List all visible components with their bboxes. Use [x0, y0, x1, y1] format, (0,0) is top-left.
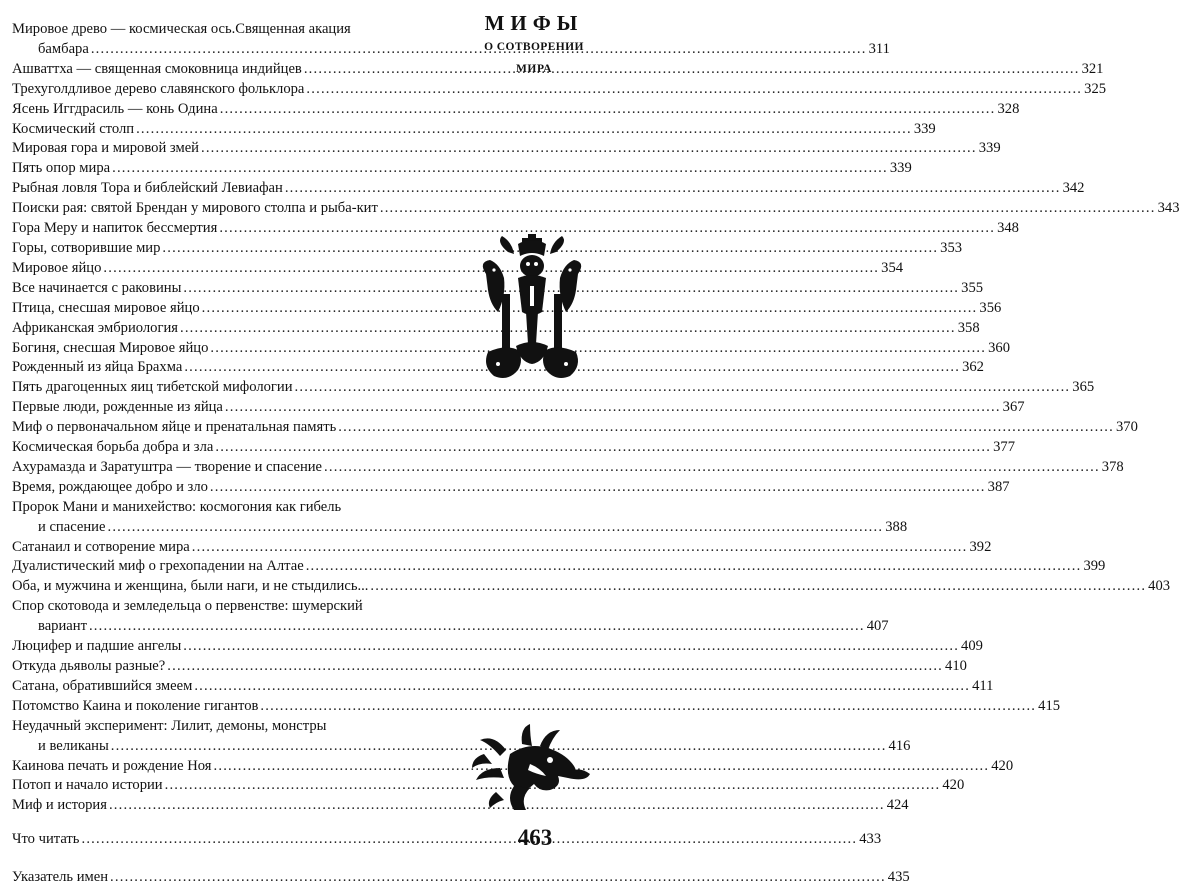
toc-page-number: 354	[881, 259, 904, 276]
toc-row	[12, 339, 1011, 359]
toc-entry	[12, 498, 908, 538]
toc-page-number: 388	[885, 518, 908, 535]
toc-entry-title: Люцифер и падшие ангелы	[12, 638, 182, 655]
toc-row	[12, 139, 1001, 159]
toc-entry-title: бамбара	[38, 40, 89, 57]
toc-leader-dots	[183, 637, 959, 657]
toc-leader-dots	[167, 657, 943, 677]
toc-page-number: 339	[913, 120, 936, 137]
toc-leader-dots	[192, 538, 968, 558]
toc-entry-title: Поиски рая: святой Брендан у мирового столпа и рыба-кит	[12, 200, 378, 217]
toc-entry	[12, 239, 963, 259]
toc-entry	[12, 418, 1138, 438]
page-number: 463	[517, 825, 553, 850]
toc-page-number: 420	[942, 777, 965, 794]
toc-page-number: 353	[940, 239, 963, 256]
toc-row	[12, 219, 1019, 239]
toc-leader-dots	[285, 179, 1061, 199]
toc-row	[12, 239, 963, 259]
toc-row	[12, 637, 983, 657]
toc-page-number: 403	[1148, 578, 1171, 595]
toc-entry	[12, 139, 1001, 159]
toc-page-number: 356	[979, 299, 1002, 316]
toc-leader-dots	[81, 830, 857, 850]
toc-entry-title: Время, рождающее добро и зло	[12, 478, 208, 495]
toc-entry-title: Птица, снесшая мировое яйцо	[12, 299, 200, 316]
toc-page-number: 415	[1038, 697, 1061, 714]
toc-entry-title: Космический столп	[12, 120, 135, 137]
toc-entry-title: Пророк Мани и манихейство: космогония как гибель	[12, 498, 342, 515]
toc-row	[12, 577, 1171, 597]
toc-entry	[12, 179, 1085, 199]
toc-leader-dots	[338, 418, 1114, 438]
toc-page-number: 339	[978, 140, 1001, 157]
toc-entry	[12, 478, 1010, 498]
toc-page-number: 399	[1083, 558, 1106, 575]
toc-page-number: 416	[888, 737, 911, 754]
toc-row	[12, 677, 994, 697]
toc-leader-dots	[202, 299, 978, 319]
toc-row	[12, 398, 1025, 418]
toc-page-number: 328	[997, 100, 1020, 117]
toc-row	[12, 697, 1061, 717]
header-subtitle: О СОТВОРЕНИИ	[484, 41, 584, 53]
toc-page-number: 378	[1101, 458, 1124, 475]
toc-row	[12, 776, 965, 796]
toc-entry-title: Мировая гора и мировой змей	[12, 140, 199, 157]
toc-row	[12, 458, 1124, 478]
toc-row	[12, 319, 980, 339]
toc-row	[12, 557, 1106, 577]
toc-row	[12, 617, 889, 637]
toc-row	[12, 299, 1002, 319]
toc-entry-title: Мировое яйцо	[12, 259, 102, 276]
toc-entry-title: Африканская эмбриология	[12, 319, 178, 336]
toc-row	[12, 737, 911, 757]
toc-entry-title: Что читать	[12, 831, 80, 848]
toc-entry	[12, 458, 1124, 478]
toc-leader-dots	[225, 398, 1001, 418]
toc-entry-title: Ясень Иггдрасиль — конь Одина	[12, 100, 218, 117]
toc-entry-title: Пять драгоценных яиц тибетской мифологии	[12, 379, 293, 396]
toc-page-number: 339	[889, 160, 912, 177]
toc-spacer	[12, 850, 455, 868]
toc-leader-dots	[220, 100, 996, 120]
toc-entry	[12, 279, 984, 299]
toc-page-number: 370	[1115, 419, 1138, 436]
toc-entry	[12, 438, 1015, 458]
toc-row	[12, 100, 1020, 120]
toc-page-number: 433	[859, 831, 882, 848]
toc-entry-title: Ахурамазда и Заратуштра — творение и спасение	[12, 458, 323, 475]
toc-entry-title: Рожденный из яйца Брахма	[12, 359, 183, 376]
toc-row	[12, 438, 1015, 458]
toc-row	[12, 199, 1179, 219]
toc-entry-title: Миф и история	[12, 797, 107, 814]
header-subtitle-2: МИРА	[515, 63, 553, 75]
toc-row	[12, 518, 908, 538]
toc-leader-dots	[210, 339, 986, 359]
toc-entry-title: и великаны	[38, 737, 109, 754]
toc-entry	[12, 538, 992, 558]
toc-entry	[12, 776, 965, 796]
toc-leader-dots	[295, 378, 1071, 398]
toc-page-number: 411	[972, 677, 994, 694]
toc-row	[12, 259, 904, 279]
toc-page-number: 321	[1081, 60, 1104, 77]
toc-row	[12, 378, 1095, 398]
toc-entry-title: Каинова печать и рождение Ноя	[12, 757, 212, 774]
toc-page-number: 358	[957, 319, 980, 336]
toc-leader-dots	[110, 868, 886, 888]
toc-entry	[12, 120, 936, 140]
toc-page-number: 325	[1084, 80, 1107, 97]
toc-entry	[12, 677, 994, 697]
toc-entry	[12, 100, 1020, 120]
toc-page-number: 355	[961, 279, 984, 296]
toc-entry	[12, 697, 1061, 717]
toc-page-number: 362	[962, 359, 984, 376]
toc-row	[12, 179, 1085, 199]
toc-leader-dots	[380, 199, 1156, 219]
toc-page-number: 407	[866, 618, 889, 635]
toc-entry-title: Первые люди, рожденные из яйца	[12, 399, 223, 416]
toc-leader-dots	[324, 458, 1100, 478]
toc-entry-title: Сатанаил и сотворение мира	[12, 538, 190, 555]
toc-entry	[12, 717, 911, 757]
toc-entry-title: Откуда дьяволы разные?	[12, 658, 166, 674]
toc-entry	[12, 319, 980, 339]
header-title: МИФЫ	[484, 11, 584, 35]
toc-entry	[12, 358, 984, 378]
ornamental-dragon-icon	[470, 724, 592, 810]
running-header	[474, 10, 594, 79]
toc-entry-title: Миф о первоначальном яйце и пренатальная память	[12, 419, 337, 436]
toc-entry-title: и спасение	[38, 518, 106, 535]
toc-spacer	[12, 816, 455, 830]
toc-leader-dots	[219, 219, 995, 239]
toc-row	[12, 159, 912, 179]
toc-entry-title: Все начинается с раковины	[12, 279, 182, 296]
toc-entry	[12, 159, 912, 179]
toc-leader-dots	[112, 159, 888, 179]
toc-entry	[12, 219, 1019, 239]
toc-entry	[12, 339, 1011, 359]
toc-page-number: 424	[886, 797, 909, 814]
toc-row	[12, 868, 910, 888]
toc-entry-title: Рыбная ловля Тора и библейский Левиафан	[12, 180, 283, 197]
toc-entry-title: Спор скотовода и земледельца о первенстве: шумерский	[12, 598, 363, 615]
toc-entry-title: вариант	[38, 618, 87, 635]
toc-row	[12, 418, 1138, 438]
toc-entry-title: Потомство Каина и поколение гигантов	[12, 697, 259, 714]
toc-page-number: 409	[961, 638, 983, 655]
toc-row	[12, 796, 909, 816]
toc-row	[12, 279, 984, 299]
toc-page-number: 387	[987, 478, 1010, 495]
toc-entry	[12, 557, 1106, 577]
toc-entry-title: Дуалистический миф о грехопадении на Алтае	[12, 558, 304, 575]
toc-leader-dots	[304, 60, 1080, 80]
toc-leader-dots	[210, 478, 986, 498]
toc-entry	[12, 796, 909, 816]
toc-page-number: 367	[1002, 399, 1025, 416]
toc-entry	[12, 868, 910, 888]
toc-entry-title: Мировое древо — космическая ось.Священная акация	[12, 21, 351, 37]
toc-entry	[12, 80, 1107, 100]
toc-entry-title: Сатана, обратившийся змеем	[12, 677, 193, 694]
toc-leader-dots	[214, 757, 990, 777]
toc-page-number: 342	[1062, 180, 1085, 197]
toc-entry	[12, 398, 1025, 418]
toc-entry	[12, 637, 983, 657]
toc-entry-title: Указатель имен	[12, 869, 109, 886]
toc-row	[12, 120, 936, 140]
toc-entry-title: Пять опор мира	[12, 160, 111, 177]
toc-entry-title: Потоп и начало истории	[12, 777, 163, 794]
toc-entry	[12, 259, 904, 279]
toc-entry	[12, 597, 889, 637]
toc-entry-title: Трехуголдливое дерево славянского фольклора	[12, 80, 305, 97]
toc-leader-dots	[89, 617, 865, 637]
toc-page-number: 435	[887, 869, 910, 886]
toc-entry	[12, 577, 1171, 597]
toc-entry	[12, 657, 967, 677]
toc-page-number: 343	[1157, 200, 1179, 217]
toc-entry-title: Оба, и мужчина и женщина, были наги, и не стыдились...	[12, 578, 369, 595]
toc-entry	[12, 757, 1014, 777]
toc-leader-dots	[215, 438, 991, 458]
toc-row	[12, 538, 992, 558]
toc-row	[12, 80, 1107, 100]
toc-page-number: 410	[945, 658, 967, 674]
toc-page-number: 360	[988, 339, 1011, 356]
toc-row	[12, 478, 1010, 498]
toc-leader-dots	[260, 697, 1036, 717]
toc-row	[12, 657, 967, 677]
toc-entry-title: Гора Меру и напиток бессмертия	[12, 220, 218, 237]
toc-page-number: 420	[991, 757, 1014, 774]
toc-leader-dots	[107, 518, 883, 538]
toc-leader-dots	[370, 577, 1146, 597]
toc-entry-title: Неудачный эксперимент: Лилит, демоны, монстры	[12, 717, 327, 734]
toc-page-number: 377	[993, 439, 1015, 456]
toc-entry-title: Ашваттха — священная смоковница индийцев	[12, 60, 302, 77]
toc-entry-title: Богиня, снесшая Мировое яйцо	[12, 339, 209, 356]
toc-entry	[12, 299, 1002, 319]
toc-entry	[12, 378, 1095, 398]
toc-leader-dots	[136, 120, 912, 140]
toc-page-number: 365	[1072, 379, 1095, 396]
toc-leader-dots	[306, 80, 1082, 100]
toc-leader-dots	[201, 139, 977, 159]
toc-entry-title: Космическая борьба добра и зла	[12, 439, 214, 456]
toc-entry	[12, 199, 1179, 219]
ornamental-deity-figure-icon	[478, 234, 586, 384]
toc-page-number: 348	[997, 220, 1019, 237]
toc-page-number: 311	[868, 40, 890, 57]
toc-leader-dots	[194, 677, 970, 697]
toc-row	[12, 358, 984, 378]
toc-row	[12, 757, 1014, 777]
toc-leader-dots	[306, 557, 1082, 577]
toc-entry-title: Горы, сотворившие мир	[12, 239, 161, 256]
toc-page-number: 392	[969, 538, 992, 555]
